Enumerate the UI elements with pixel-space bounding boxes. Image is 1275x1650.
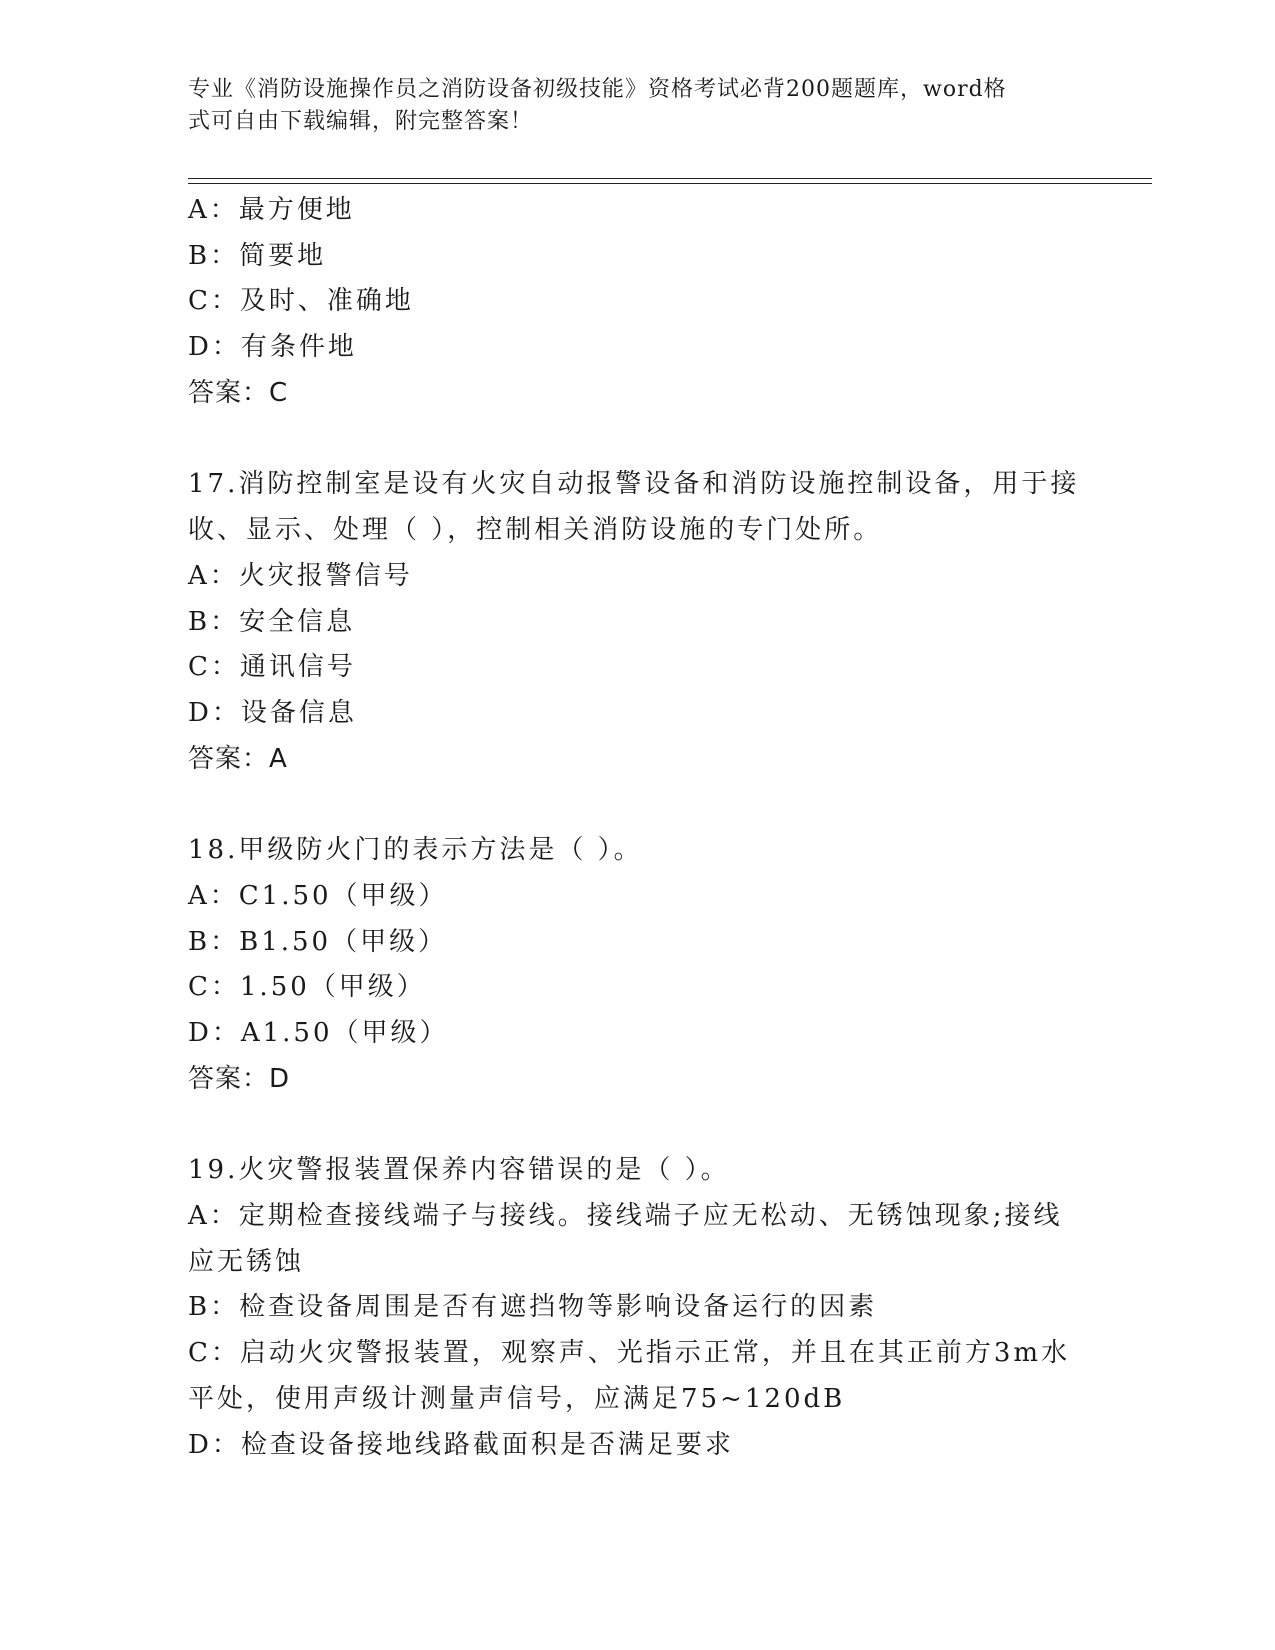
- document-header: [188, 74, 1068, 138]
- spacer: [188, 416, 1088, 462]
- option-d: D：有条件地: [188, 332, 357, 363]
- option-b: B：简要地: [188, 240, 327, 271]
- header-line-2: 式可自由下载编辑，附完整答案！: [188, 109, 534, 134]
- answer: 答案：D: [188, 1063, 291, 1094]
- answer: 答案：A: [188, 743, 288, 774]
- option-c: C：及时、准确地: [188, 286, 414, 317]
- option-a: A：火灾报警信号: [188, 560, 413, 591]
- option-c: C：启动火灾警报装置，观察声、光指示正常，并且在其正前方3m水: [188, 1338, 1071, 1369]
- option-b: B：B1.50（甲级）: [188, 926, 448, 957]
- option-d: D：A1.50（甲级）: [188, 1018, 449, 1048]
- option-a: A：C1.50（甲级）: [188, 880, 448, 911]
- question-list: [188, 188, 1088, 1468]
- header-line-1: 专业《消防设施操作员之消防设备初级技能》资格考试必背200题题库，word格: [188, 77, 1007, 102]
- question-19: [188, 1148, 1088, 1468]
- question-stem: 17.消防控制室是设有火灾自动报警设备和消防设施控制设备，用于接: [188, 469, 1080, 500]
- option-c: C：通讯信号: [188, 652, 356, 683]
- option-a: A：定期检查接线端子与接线。接线端子应无松动、无锈蚀现象;接线: [188, 1201, 1063, 1232]
- option-c: C：1.50（甲级）: [188, 972, 426, 1003]
- option-c-continued: 平处，使用声级计测量声信号，应满足75~120dB: [188, 1383, 846, 1414]
- answer: 答案：C: [188, 377, 289, 408]
- option-d: D：检查设备接地线路截面积是否满足要求: [188, 1429, 734, 1460]
- question-17: [188, 462, 1088, 782]
- option-d: D：设备信息: [188, 697, 357, 728]
- header-rule-top: [188, 178, 1152, 179]
- option-b: B：检查设备周围是否有遮挡物等影响设备运行的因素: [188, 1292, 878, 1323]
- question-16-continued: [188, 188, 1088, 416]
- header-rule-bottom: [188, 183, 1152, 184]
- option-a: A：最方便地: [188, 195, 355, 225]
- option-a-continued: 应无锈蚀: [188, 1246, 305, 1277]
- question-stem: 19.火灾警报装置保养内容错误的是（ ）。: [188, 1155, 730, 1186]
- option-b: B：安全信息: [188, 606, 356, 637]
- question-stem: 收、显示、处理（ ），控制相关消防设施的专门处所。: [188, 515, 883, 546]
- spacer: [188, 1102, 1088, 1148]
- question-stem: 18.甲级防火门的表示方法是（ ）。: [188, 835, 643, 866]
- question-18: [188, 828, 1088, 1102]
- spacer: [188, 782, 1088, 828]
